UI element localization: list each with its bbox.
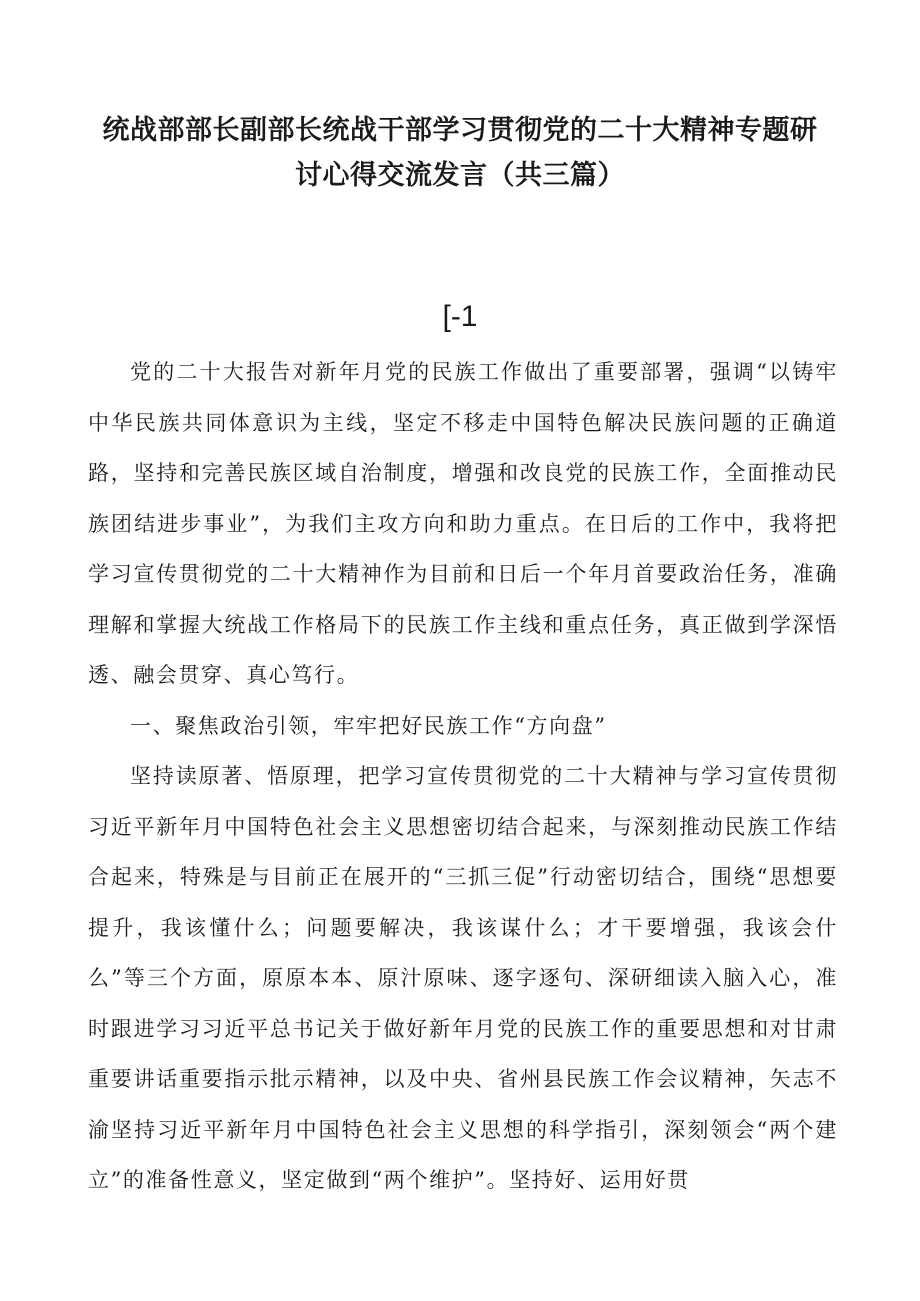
paragraph-body-1: 坚持读原著、悟原理，把学习宣传贯彻党的二十大精神与学习宣传贯彻习近平新年月中国特色社会主义思想密切结合起来，与深刻推动民族工作结合起来，特殊是与目前正在展开的“三抓三促”行动密切结合，围绕“思想要提升，我该懂什么；问题要解决，我该谋什么；才干要增强，我该会什么”等三个方面，原原本本、原汁原味、逐字逐句、深研细读入脑入心，准时跟进学习习近平总书记关于做好新年月党的民族工作的重要思想和对甘肃重要讲话重要指示批示精神，以及中央、省州县民族工作会议精神，矢志不渝坚持习近平新年月中国特色社会主义思想的科学指引，深刻领会“两个建立”的准备性意义，坚定做到“两个维护”。坚持好、运用好贯 — [88, 764, 838, 1192]
paragraph-heading-1: 一、聚焦政治引领，牢牢把好民族工作“方向盘” — [130, 713, 607, 738]
paragraph-intro: 党的二十大报告对新年月党的民族工作做出了重要部署，强调“以铸牢中华民族共同体意识为主线，坚定不移走中国特色解决民族问题的正确道路，坚持和完善民族区域自治制度，增强和改良党的民族工作，全面推动民族团结进步事业”，为我们主攻方向和助力重点。在日后的工作中，我将把学习宣传贯彻党的二十大精神作为目前和日后一个年月首要政治任务，准确理解和掌握大统战工作格局下的民族工作主线和重点任务，真正做到学深悟透、融会贯穿、真心笃行。 — [88, 360, 838, 687]
section-marker: [-1 — [442, 300, 478, 333]
document-title-line-1: 统战部部长副部长统战干部学习贯彻党的二十大精神专题研 — [102, 115, 818, 146]
document-body — [88, 347, 838, 1206]
document-title-line-2: 讨心得交流发言（共三篇） — [295, 160, 625, 191]
